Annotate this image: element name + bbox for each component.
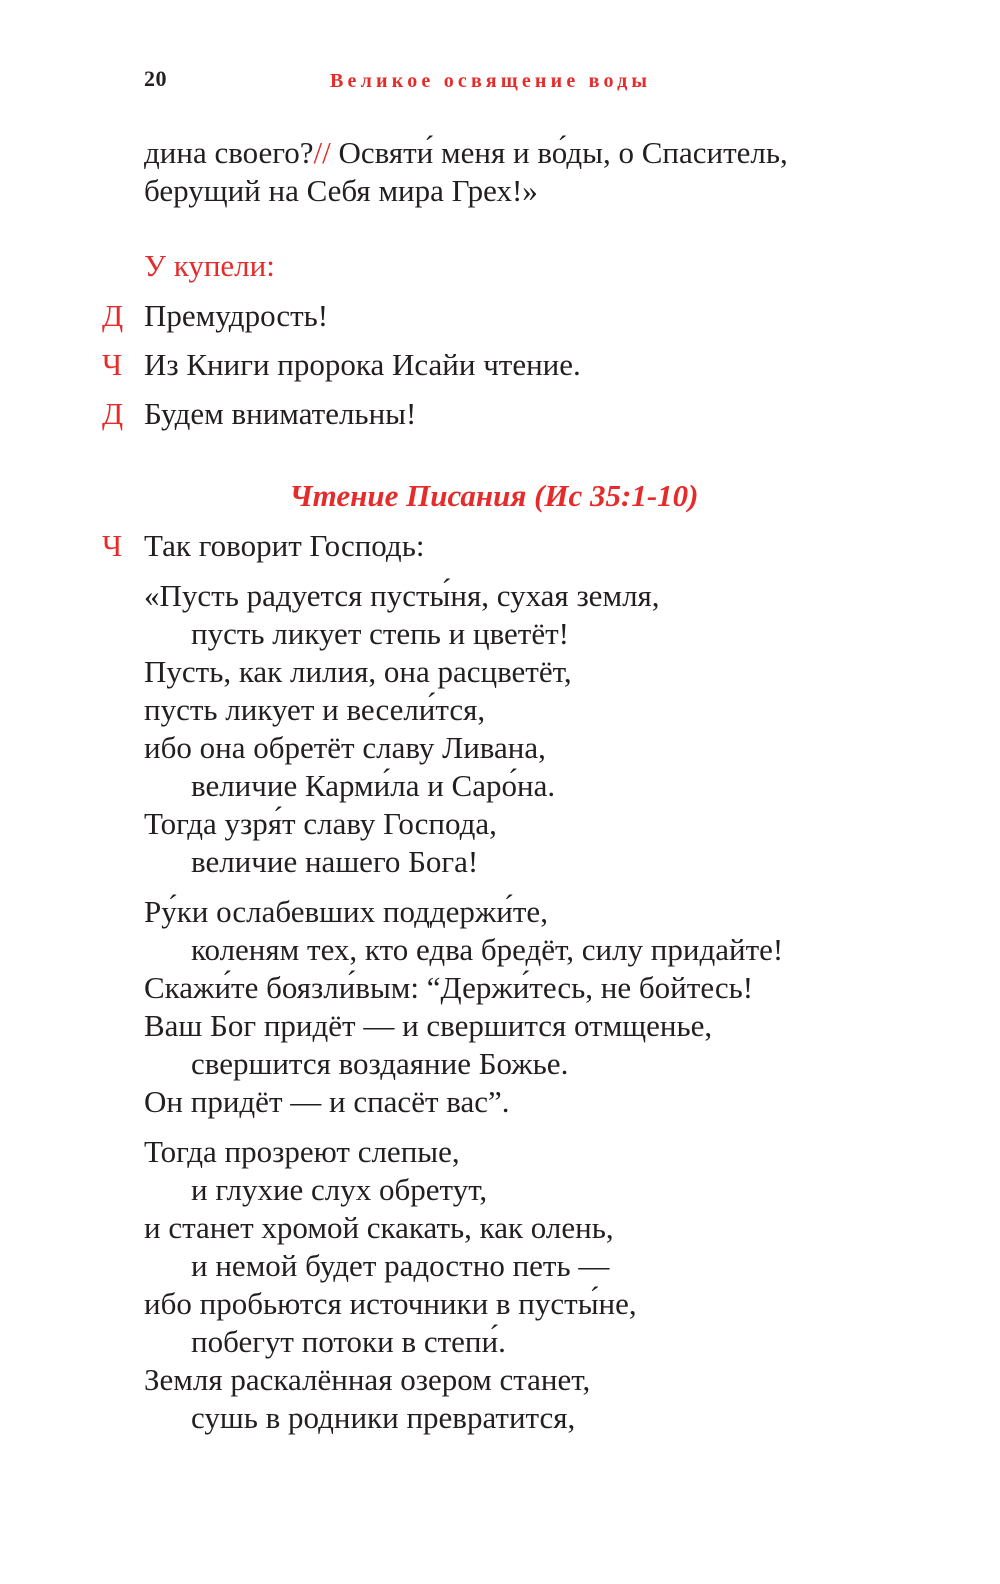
verse-line: Тогда прозреют слепые, (144, 1134, 460, 1169)
verse-line: и станет хромой скакать, как олень, (144, 1210, 614, 1245)
verse-line: пусть ликует степь и цветёт! (191, 616, 569, 651)
verse-line: коленям тех, кто едва бредёт, силу придайте! (191, 932, 784, 967)
role-marker: Ч (102, 528, 123, 563)
stanza-2 (144, 893, 783, 1121)
exchange-text: Будем внимательны! (144, 396, 417, 431)
verse-line: побегут потоки в степи́. (191, 1324, 506, 1359)
stanza-3 (144, 1133, 783, 1437)
verse-line: Земля раскалённая озером станет, (144, 1362, 591, 1397)
verse-line: и глухие слух обретут, (191, 1172, 488, 1207)
opening-line-1-start: дина своего? (144, 135, 314, 170)
opening-line-1 (144, 134, 788, 172)
scripture-reading (144, 577, 783, 1437)
verse-line: и немой будет радостно петь — (191, 1248, 610, 1283)
role-marker: Ч (102, 347, 123, 382)
role-marker: Д (102, 298, 124, 333)
page-number: 20 (144, 66, 167, 91)
running-title: Великое освящение воды (330, 70, 652, 92)
verse-line: величие Карми́ла и Саро́на. (191, 768, 556, 803)
stanza-gap (144, 1121, 783, 1133)
verse-line: свершится воздаяние Божье. (191, 1046, 569, 1081)
stanza-gap (144, 881, 783, 893)
verse-line: Ваш Бог придёт — и свершится отмщенье, (144, 1008, 713, 1043)
stanza-1 (144, 577, 783, 881)
reading-intro-text: Так говорит Господь: (144, 528, 425, 563)
opening-line-1-end: Освяти́ меня и во́ды, о Спаситель, (330, 135, 788, 170)
role-marker: Д (102, 396, 124, 431)
verse-line: величие нашего Бога! (191, 844, 479, 879)
verse-line: Пусть, как лилия, она расцветёт, (144, 654, 572, 689)
section-title-text: Чтение Писания (Ис 35:1-10) (289, 478, 699, 513)
opening-line-2: берущий на Себя мира Грех!» (144, 173, 538, 208)
verse-line: Тогда узря́т славу Господа, (144, 806, 497, 841)
pause-marker: // (313, 135, 331, 170)
verse-line: Он придёт — и спасёт вас”. (144, 1084, 510, 1119)
verse-line: «Пусть радуется пусты́ня, сухая земля, (144, 578, 660, 613)
verse-line: Ру́ки ослабевших поддержи́те, (144, 894, 548, 929)
rubric-instruction: У купели: (144, 248, 275, 283)
verse-line: Скажи́те боязли́вым: “Держи́тесь, не бойтесь! (144, 970, 754, 1005)
section-title (0, 478, 1000, 514)
exchange-text: Из Книги пророка Исайи чтение. (144, 347, 581, 382)
verse-line: ибо пробьются источники в пусты́не, (144, 1286, 637, 1321)
verse-line: сушь в родники превратится, (191, 1400, 576, 1435)
verse-line: пусть ликует и весели́тся, (144, 692, 486, 727)
verse-line: ибо она обретёт славу Ливана, (144, 730, 546, 765)
exchange-text: Премудрость! (144, 298, 329, 333)
opening-text (144, 134, 788, 210)
